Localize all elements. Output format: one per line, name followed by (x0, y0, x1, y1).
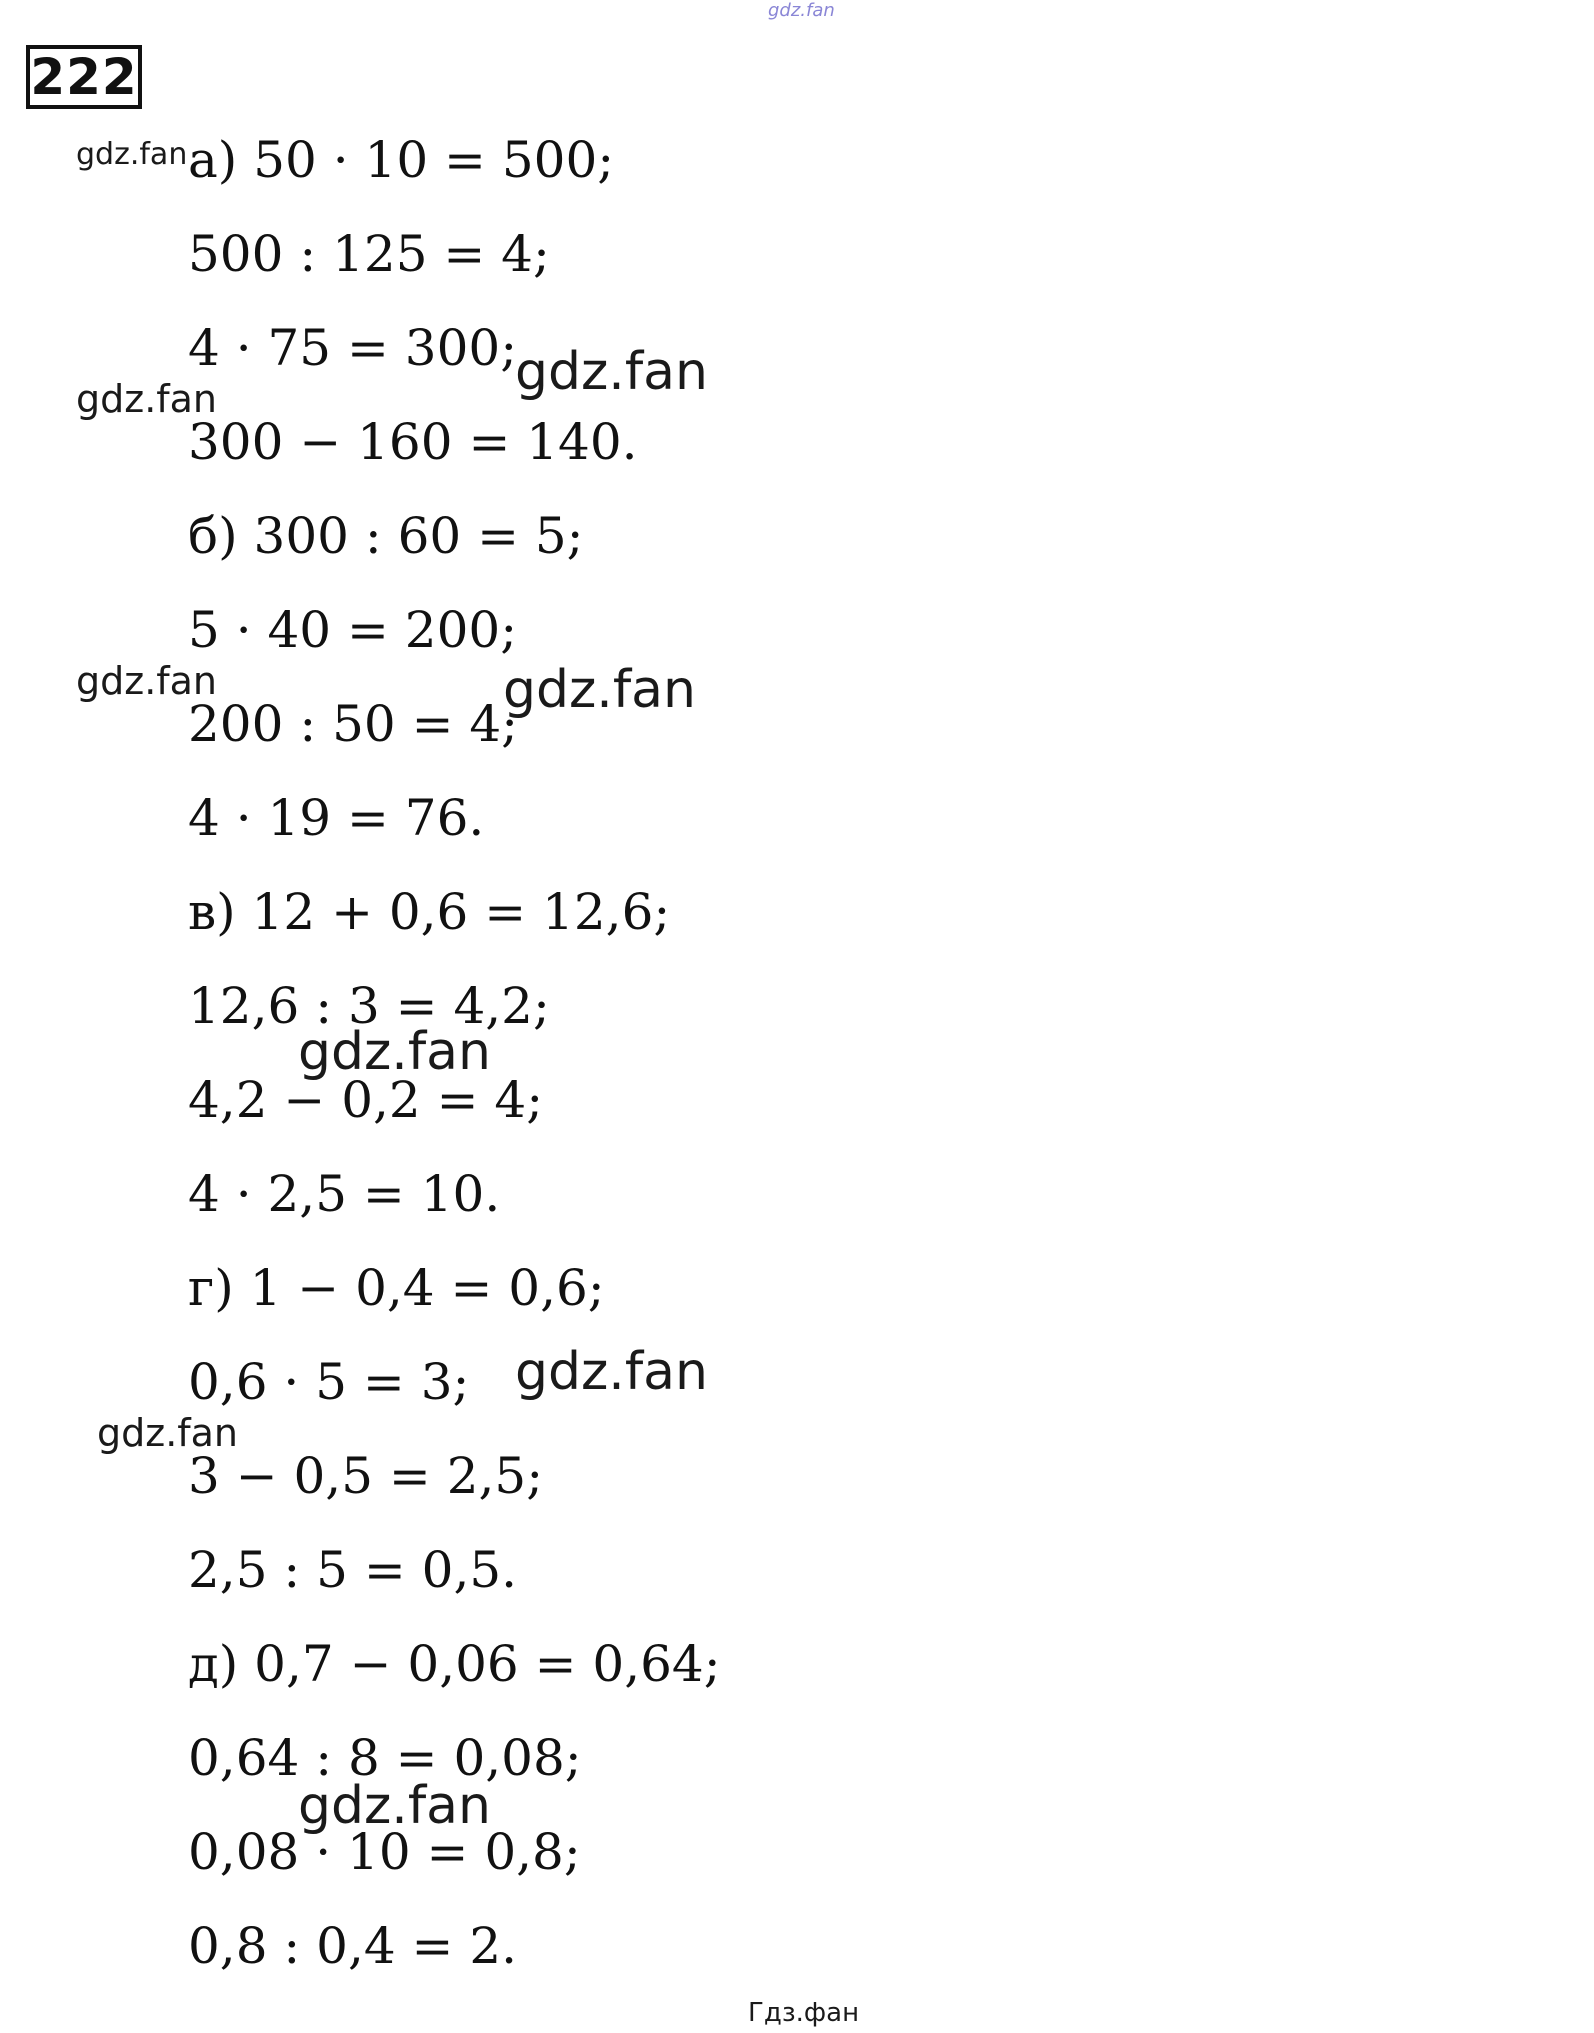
solution-line: 200 : 50 = 4; (188, 695, 519, 753)
solution-line: а) 50 · 10 = 500; (188, 131, 615, 189)
watermark: gdz.fan (515, 342, 708, 402)
problem-number: 222 (26, 45, 142, 109)
solution-line: 4 · 2,5 = 10. (188, 1165, 501, 1223)
solution-line: 0,6 · 5 = 3; (188, 1353, 470, 1411)
watermark: gdz.fan (76, 659, 218, 703)
watermark: gdz.fan (97, 1411, 239, 1455)
solution-line: д) 0,7 − 0,06 = 0,64; (188, 1635, 721, 1693)
solution-line: б) 300 : 60 = 5; (188, 507, 584, 565)
solution-line: 300 − 160 = 140. (188, 413, 638, 471)
solution-line: 4,2 − 0,2 = 4; (188, 1071, 544, 1129)
watermark: gdz.fan (515, 1342, 708, 1402)
watermark: gdz.fan (76, 377, 218, 421)
watermark: gdz.fan (298, 1022, 491, 1082)
watermark: gdz.fan (503, 660, 696, 720)
solution-line: г) 1 − 0,4 = 0,6; (188, 1259, 605, 1317)
solution-line: 4 · 19 = 76. (188, 789, 485, 847)
watermark: gdz.fan (76, 137, 188, 172)
solution-line: 4 · 75 = 300; (188, 319, 518, 377)
watermark: gdz.fan (298, 1776, 491, 1836)
solution-line: 0,64 : 8 = 0,08; (188, 1729, 582, 1787)
solution-line: 5 · 40 = 200; (188, 601, 518, 659)
solution-line: 500 : 125 = 4; (188, 225, 550, 283)
solution-line: в) 12 + 0,6 = 12,6; (188, 883, 671, 941)
solution-line: 2,5 : 5 = 0,5. (188, 1541, 518, 1599)
watermark: gdz.fan (768, 0, 835, 21)
solution-line: 3 − 0,5 = 2,5; (188, 1447, 544, 1505)
solution-line: 12,6 : 3 = 4,2; (188, 977, 550, 1035)
solution-line: 0,08 · 10 = 0,8; (188, 1823, 581, 1881)
watermark-footer: Гдз.фан (748, 1998, 860, 2028)
solution-line: 0,8 : 0,4 = 2. (188, 1917, 518, 1975)
